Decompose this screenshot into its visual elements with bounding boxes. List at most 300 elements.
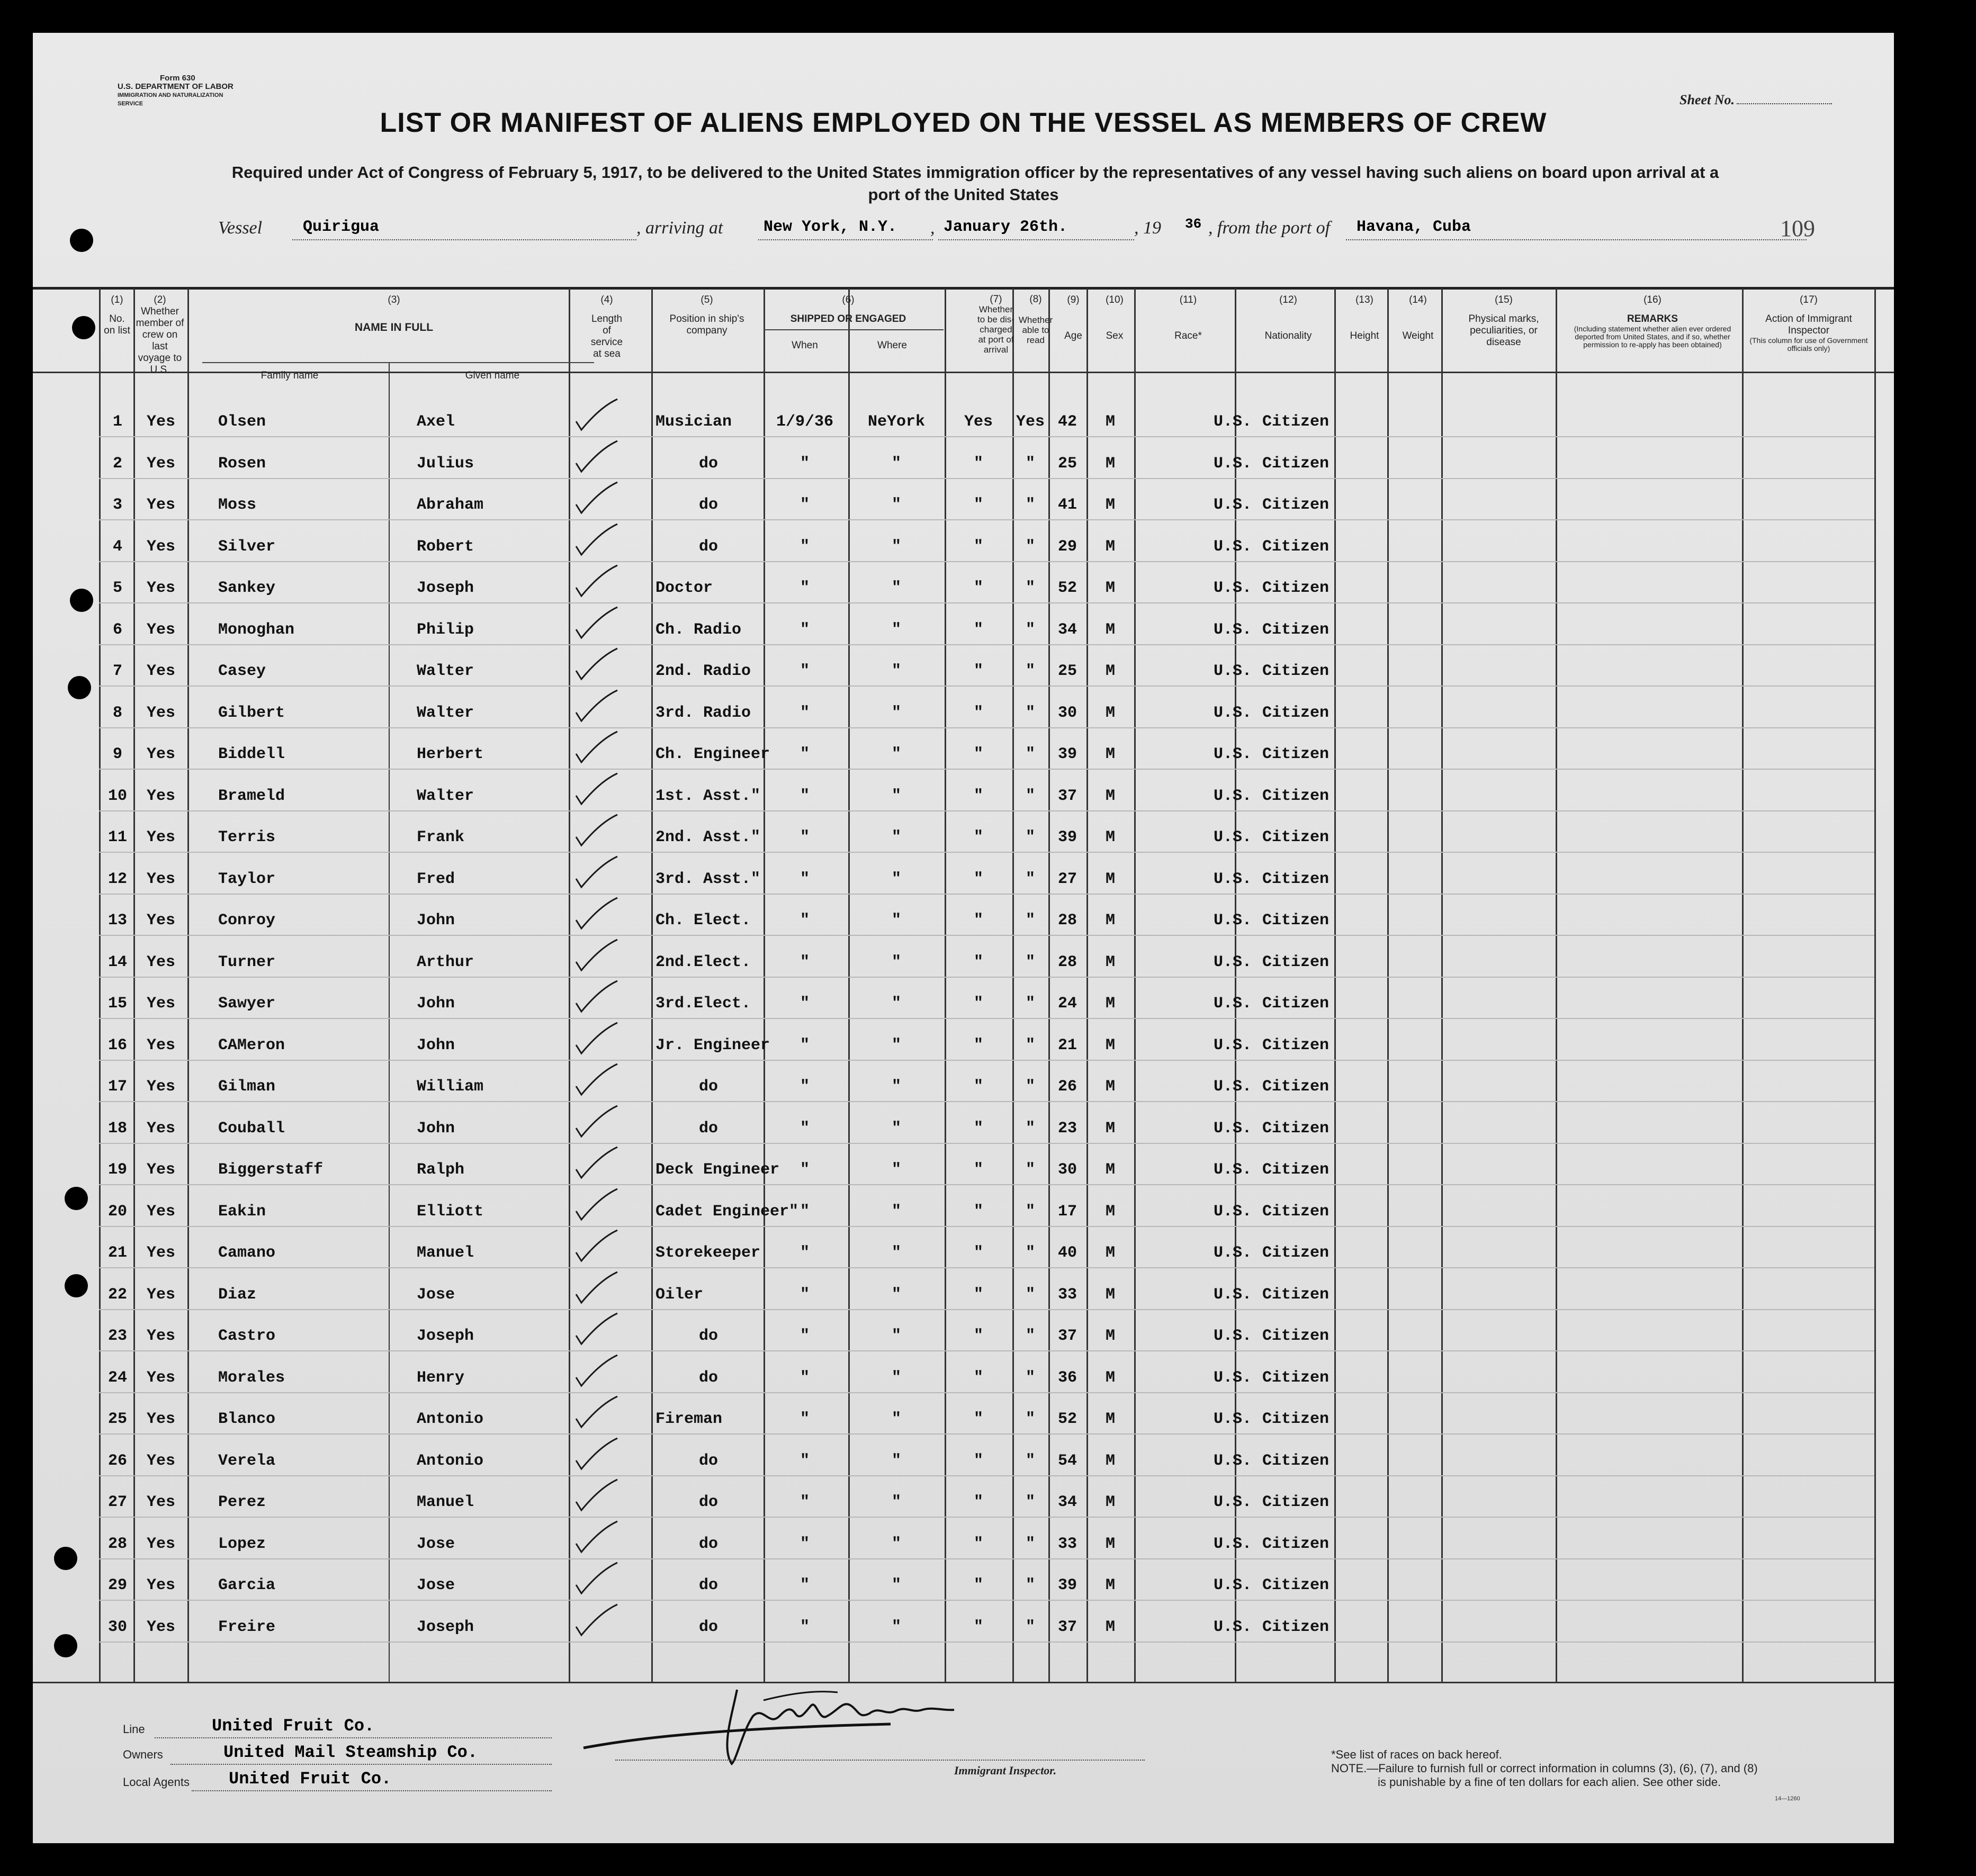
- cell-last: Yes: [146, 1161, 175, 1179]
- cell-when: 1/9/36: [776, 413, 834, 431]
- cell-nat_a: U.S.: [1213, 1120, 1252, 1138]
- cell-nat_a: U.S.: [1213, 1369, 1252, 1387]
- cell-no: 18: [107, 1120, 127, 1138]
- cell-nat_a: U.S.: [1213, 912, 1252, 930]
- row-rule: [99, 810, 1874, 811]
- cell-age: 25: [1057, 455, 1077, 473]
- year-suffix: 36: [1185, 216, 1202, 232]
- cell-where: ": [891, 995, 901, 1013]
- row-rule: [99, 1018, 1874, 1019]
- row-rule: [99, 977, 1874, 978]
- col4-header: (4) Length of service at sea: [590, 294, 623, 359]
- form-number: Form 630: [160, 74, 195, 83]
- cell-last: Yes: [146, 1369, 175, 1387]
- cell-sex: M: [1105, 496, 1115, 514]
- cell-last: Yes: [146, 995, 175, 1013]
- cell-disc: ": [973, 870, 983, 888]
- col6-header: (6) SHIPPED OR ENGAGED: [790, 294, 906, 324]
- row-rule: [99, 1433, 1874, 1435]
- cell-nat_a: U.S.: [1213, 1203, 1252, 1221]
- cell-nat_b: Citizen: [1262, 579, 1330, 597]
- check-mark-icon: [573, 1062, 621, 1099]
- print-code: 14—1260: [1775, 1796, 1800, 1802]
- cell-when: ": [800, 538, 810, 556]
- check-mark-icon: [573, 397, 621, 434]
- cell-position: do: [698, 1576, 718, 1594]
- cell-position: 3rd. Radio: [655, 704, 751, 722]
- cell-no: 17: [107, 1078, 127, 1096]
- cell-age: 37: [1057, 1327, 1077, 1345]
- cell-no: 30: [107, 1618, 127, 1636]
- name-split-rule: [389, 362, 390, 1682]
- cell-age: 36: [1057, 1369, 1077, 1387]
- check-mark-icon: [573, 1394, 621, 1431]
- cell-position: 2nd.Elect.: [655, 953, 751, 971]
- table-row: [33, 1036, 1894, 1058]
- punch-hole: [70, 229, 93, 252]
- cell-when: ": [800, 1369, 810, 1387]
- cell-given: Abraham: [417, 496, 484, 514]
- table-row: [33, 1120, 1894, 1141]
- table-row: [33, 413, 1894, 434]
- cell-where: ": [891, 455, 901, 473]
- cell-no: 6: [112, 621, 122, 639]
- race-note: *See list of races on back hereof.: [1331, 1748, 1502, 1761]
- cell-nat_a: U.S.: [1213, 870, 1252, 888]
- cell-last: Yes: [146, 455, 175, 473]
- page-title: LIST OR MANIFEST OF ALIENS EMPLOYED ON THE VESSEL AS MEMBERS OF CREW: [380, 107, 1547, 138]
- check-mark-icon: [573, 480, 621, 517]
- cell-when: ": [800, 828, 810, 846]
- family-name-header: Family name: [261, 370, 319, 381]
- cell-nat_a: U.S.: [1213, 1535, 1252, 1553]
- cell-last: Yes: [146, 662, 175, 680]
- cell-where: ": [891, 1078, 901, 1096]
- cell-given: Walter: [417, 787, 474, 805]
- cell-sex: M: [1105, 953, 1115, 971]
- col8-header: (8) Whether able to read: [1018, 294, 1053, 345]
- row-rule: [99, 769, 1874, 770]
- cell-nat_b: Citizen: [1262, 912, 1330, 930]
- row-rule: [99, 1267, 1874, 1268]
- cell-age: 34: [1057, 1493, 1077, 1511]
- cell-last: Yes: [146, 1618, 175, 1636]
- cell-disc: Yes: [964, 413, 993, 431]
- col11-header: (11) Race*: [1174, 294, 1202, 341]
- cell-last: Yes: [146, 1203, 175, 1221]
- arriving-label: , arriving at: [636, 218, 723, 238]
- penalty-note-2: is punishable by a fine of ten dollars for each alien. See other side.: [1378, 1775, 1721, 1789]
- cell-where: ": [891, 1618, 901, 1636]
- cell-disc: ": [973, 496, 983, 514]
- cell-nat_b: Citizen: [1262, 787, 1330, 805]
- cell-nat_b: Citizen: [1262, 538, 1330, 556]
- sheet-number: Sheet No.: [1679, 92, 1860, 108]
- cell-disc: ": [973, 1493, 983, 1511]
- cell-nat_a: U.S.: [1213, 704, 1252, 722]
- cell-sex: M: [1105, 1410, 1115, 1428]
- cell-where: ": [891, 953, 901, 971]
- cell-last: Yes: [146, 1410, 175, 1428]
- cell-read: ": [1025, 496, 1035, 514]
- cell-nat_b: Citizen: [1262, 455, 1330, 473]
- cell-given: Arthur: [417, 953, 474, 971]
- cell-where: ": [891, 1244, 901, 1262]
- table-row: [33, 538, 1894, 559]
- row-rule: [99, 436, 1874, 437]
- cell-sex: M: [1105, 538, 1115, 556]
- check-mark-icon: [573, 1519, 621, 1556]
- punch-hole: [68, 676, 91, 699]
- cell-position: 2nd. Radio: [655, 662, 751, 680]
- cell-disc: ": [973, 1452, 983, 1470]
- cell-given: John: [417, 912, 455, 930]
- cell-sex: M: [1105, 1327, 1115, 1345]
- cell-where: ": [891, 1576, 901, 1594]
- cell-position: do: [698, 455, 718, 473]
- cell-family: Brameld: [218, 787, 285, 805]
- cell-sex: M: [1105, 1078, 1115, 1096]
- cell-given: Walter: [417, 704, 474, 722]
- row-rule: [99, 1642, 1874, 1643]
- check-mark-icon: [573, 1477, 621, 1514]
- cell-when: ": [800, 1576, 810, 1594]
- check-mark-icon: [573, 563, 621, 600]
- col13-header: (13) Height: [1350, 294, 1379, 341]
- punch-hole: [70, 589, 93, 612]
- cell-when: ": [800, 1161, 810, 1179]
- cell-disc: ": [973, 1535, 983, 1553]
- cell-position: Oiler: [655, 1286, 704, 1304]
- cell-given: John: [417, 995, 455, 1013]
- cell-nat_b: Citizen: [1262, 1576, 1330, 1594]
- act-subtitle-2: port of the United States: [868, 185, 1059, 204]
- row-rule: [99, 644, 1874, 645]
- cell-nat_a: U.S.: [1213, 1410, 1252, 1428]
- table-row: [33, 1161, 1894, 1182]
- check-mark-icon: [573, 979, 621, 1016]
- cell-nat_a: U.S.: [1213, 1452, 1252, 1470]
- check-mark-icon: [573, 771, 621, 808]
- vessel-label: Vessel: [218, 218, 263, 238]
- row-rule: [99, 686, 1874, 687]
- cell-where: ": [891, 1036, 901, 1054]
- cell-position: do: [698, 1369, 718, 1387]
- row-rule: [99, 561, 1874, 562]
- cell-when: ": [800, 496, 810, 514]
- cell-given: John: [417, 1120, 455, 1138]
- cell-last: Yes: [146, 1286, 175, 1304]
- cell-age: 33: [1057, 1535, 1077, 1553]
- cell-age: 34: [1057, 621, 1077, 639]
- cell-age: 21: [1057, 1036, 1077, 1054]
- row-rule: [99, 478, 1874, 479]
- cell-family: Gilman: [218, 1078, 276, 1096]
- cell-position: 2nd. Asst.": [655, 828, 761, 846]
- cell-position: do: [698, 1493, 718, 1511]
- cell-nat_a: U.S.: [1213, 1327, 1252, 1345]
- cell-no: 19: [107, 1161, 127, 1179]
- cell-family: Silver: [218, 538, 276, 556]
- row-rule: [99, 894, 1874, 895]
- table-row: [33, 455, 1894, 476]
- cell-position: do: [698, 1535, 718, 1553]
- row-rule: [99, 1392, 1874, 1393]
- cell-disc: ": [973, 662, 983, 680]
- cell-when: ": [800, 704, 810, 722]
- cell-where: ": [891, 1369, 901, 1387]
- port-label: , from the port of: [1208, 218, 1331, 238]
- cell-age: 52: [1057, 1410, 1077, 1428]
- cell-age: 24: [1057, 995, 1077, 1013]
- col14-header: (14) Weight: [1402, 294, 1434, 341]
- cell-sex: M: [1105, 662, 1115, 680]
- cell-disc: ": [973, 621, 983, 639]
- cell-nat_b: Citizen: [1262, 745, 1330, 763]
- cell-read: ": [1025, 745, 1035, 763]
- form-header: [118, 74, 239, 108]
- cell-position: do: [698, 496, 718, 514]
- cell-family: Perez: [218, 1493, 266, 1511]
- table-top-rule: [33, 287, 1894, 290]
- cell-family: Biddell: [218, 745, 285, 763]
- cell-disc: ": [973, 1203, 983, 1221]
- vessel-name: Quirigua: [303, 218, 380, 236]
- row-rule: [99, 602, 1874, 603]
- cell-position: Doctor: [655, 579, 713, 597]
- cell-last: Yes: [146, 1078, 175, 1096]
- given-name-header: Given name: [465, 370, 520, 381]
- row-rule: [99, 1060, 1874, 1061]
- cell-sex: M: [1105, 1535, 1115, 1553]
- cell-given: Frank: [417, 828, 465, 846]
- cell-sex: M: [1105, 1452, 1115, 1470]
- check-mark-icon: [573, 1145, 621, 1182]
- cell-nat_a: U.S.: [1213, 1286, 1252, 1304]
- cell-family: Monoghan: [218, 621, 295, 639]
- cell-last: Yes: [146, 870, 175, 888]
- cell-read: ": [1025, 787, 1035, 805]
- cell-when: ": [800, 1410, 810, 1428]
- check-mark-icon: [573, 1436, 621, 1473]
- cell-age: 42: [1057, 413, 1077, 431]
- cell-age: 39: [1057, 828, 1077, 846]
- table-row: [33, 1618, 1894, 1639]
- cell-where: ": [891, 1410, 901, 1428]
- cell-family: Olsen: [218, 413, 266, 431]
- cell-no: 26: [107, 1452, 127, 1470]
- cell-where: ": [891, 912, 901, 930]
- cell-where: ": [891, 1203, 901, 1221]
- cell-no: 10: [107, 787, 127, 805]
- penalty-note: NOTE.—Failure to furnish full or correct information in columns (3), (6), (7), and (8): [1331, 1762, 1758, 1775]
- cell-family: Verela: [218, 1452, 276, 1470]
- cell-last: Yes: [146, 953, 175, 971]
- cell-disc: ": [973, 745, 983, 763]
- cell-sex: M: [1105, 1618, 1115, 1636]
- cell-sex: M: [1105, 1120, 1115, 1138]
- cell-read: ": [1025, 912, 1035, 930]
- row-rule: [99, 935, 1874, 936]
- cell-family: Castro: [218, 1327, 276, 1345]
- cell-nat_a: U.S.: [1213, 579, 1252, 597]
- cell-given: Julius: [417, 455, 474, 473]
- cell-when: ": [800, 912, 810, 930]
- cell-last: Yes: [146, 1576, 175, 1594]
- cell-sex: M: [1105, 1576, 1115, 1594]
- cell-disc: ": [973, 1036, 983, 1054]
- cell-no: 25: [107, 1410, 127, 1428]
- arrival-date: January 26th.: [944, 218, 1068, 236]
- cell-disc: ": [973, 912, 983, 930]
- cell-where: ": [891, 1327, 901, 1345]
- shipped-underline: [764, 329, 944, 330]
- cell-where: ": [891, 1535, 901, 1553]
- punch-hole: [65, 1274, 88, 1297]
- table-row: [33, 1493, 1894, 1514]
- cell-position: Musician: [655, 413, 732, 431]
- col15-header: (15) Physical marks, peculiarities, or disease: [1468, 294, 1539, 348]
- cell-when: ": [800, 745, 810, 763]
- cell-nat_b: Citizen: [1262, 1078, 1330, 1096]
- cell-nat_a: U.S.: [1213, 1161, 1252, 1179]
- owners-label: Owners: [123, 1748, 163, 1761]
- row-rule: [99, 1600, 1874, 1601]
- cell-given: Joseph: [417, 1618, 474, 1636]
- cell-age: 39: [1057, 745, 1077, 763]
- cell-nat_a: U.S.: [1213, 995, 1252, 1013]
- col2-header: (2) Whether member of crew on last voyage to U.S.: [136, 294, 184, 375]
- cell-read: ": [1025, 1576, 1035, 1594]
- cell-nat_a: U.S.: [1213, 538, 1252, 556]
- table-row: [33, 1078, 1894, 1099]
- cell-disc: ": [973, 1286, 983, 1304]
- cell-nat_b: Citizen: [1262, 1203, 1330, 1221]
- cell-nat_a: U.S.: [1213, 621, 1252, 639]
- cell-given: Jose: [417, 1576, 455, 1594]
- cell-sex: M: [1105, 745, 1115, 763]
- cell-age: 40: [1057, 1244, 1077, 1262]
- cell-read: ": [1025, 579, 1035, 597]
- cell-no: 7: [112, 662, 122, 680]
- cell-age: 29: [1057, 538, 1077, 556]
- punch-hole: [54, 1634, 77, 1657]
- cell-read: ": [1025, 1369, 1035, 1387]
- cell-disc: ": [973, 953, 983, 971]
- cell-when: ": [800, 1078, 810, 1096]
- cell-given: John: [417, 1036, 455, 1054]
- cell-position: Ch. Elect.: [655, 912, 751, 930]
- row-rule: [99, 1101, 1874, 1102]
- cell-nat_b: Citizen: [1262, 1244, 1330, 1262]
- inspector-label: Immigrant Inspector.: [954, 1764, 1057, 1777]
- punch-hole: [54, 1547, 77, 1570]
- department-name: U.S. DEPARTMENT OF LABOR: [118, 82, 233, 91]
- cell-nat_a: U.S.: [1213, 496, 1252, 514]
- row-rule: [99, 1143, 1874, 1144]
- cell-read: ": [1025, 621, 1035, 639]
- cell-nat_b: Citizen: [1262, 1535, 1330, 1553]
- check-mark-icon: [573, 1228, 621, 1265]
- table-row: [33, 1327, 1894, 1348]
- table-row: [33, 579, 1894, 600]
- cell-age: 27: [1057, 870, 1077, 888]
- owners-value: United Mail Steamship Co.: [223, 1743, 478, 1762]
- cell-read: ": [1025, 1036, 1035, 1054]
- cell-no: 14: [107, 953, 127, 971]
- cell-given: Philip: [417, 621, 474, 639]
- cell-no: 20: [107, 1203, 127, 1221]
- check-mark-icon: [573, 1602, 621, 1639]
- cell-disc: ": [973, 1618, 983, 1636]
- table-row: [33, 953, 1894, 975]
- cell-disc: ": [973, 579, 983, 597]
- cell-when: ": [800, 1618, 810, 1636]
- col1-header: (1) No. on list: [104, 294, 130, 336]
- cell-sex: M: [1105, 1161, 1115, 1179]
- footer-owners: [123, 1716, 599, 1822]
- cell-age: 54: [1057, 1452, 1077, 1470]
- cell-family: Taylor: [218, 870, 276, 888]
- cell-disc: ": [973, 1244, 983, 1262]
- cell-sex: M: [1105, 1203, 1115, 1221]
- cell-family: Freire: [218, 1618, 276, 1636]
- cell-read: ": [1025, 1120, 1035, 1138]
- cell-nat_b: Citizen: [1262, 1120, 1330, 1138]
- cell-family: Moss: [218, 496, 257, 514]
- cell-when: ": [800, 1286, 810, 1304]
- cell-family: Gilbert: [218, 704, 285, 722]
- cell-nat_a: U.S.: [1213, 828, 1252, 846]
- cell-read: ": [1025, 662, 1035, 680]
- cell-given: Ralph: [417, 1161, 465, 1179]
- cell-nat_b: Citizen: [1262, 953, 1330, 971]
- cell-when: ": [800, 1535, 810, 1553]
- cell-family: Garcia: [218, 1576, 276, 1594]
- cell-given: Manuel: [417, 1493, 474, 1511]
- cell-read: ": [1025, 1286, 1035, 1304]
- cell-no: 11: [107, 828, 127, 846]
- table-row: [33, 1576, 1894, 1598]
- cell-when: ": [800, 787, 810, 805]
- cell-nat_a: U.S.: [1213, 787, 1252, 805]
- cell-given: Jose: [417, 1286, 455, 1304]
- check-mark-icon: [573, 1561, 621, 1598]
- cell-sex: M: [1105, 1244, 1115, 1262]
- cell-no: 13: [107, 912, 127, 930]
- col9-header: (9) Age: [1064, 294, 1082, 341]
- cell-age: 28: [1057, 912, 1077, 930]
- cell-nat_a: U.S.: [1213, 1576, 1252, 1594]
- cell-read: Yes: [1016, 413, 1045, 431]
- cell-family: Sawyer: [218, 995, 276, 1013]
- cell-nat_a: U.S.: [1213, 1493, 1252, 1511]
- cell-given: Manuel: [417, 1244, 474, 1262]
- cell-read: ": [1025, 1244, 1035, 1262]
- table-row: [33, 787, 1894, 808]
- check-mark-icon: [573, 646, 621, 683]
- cell-no: 24: [107, 1369, 127, 1387]
- check-mark-icon: [573, 896, 621, 933]
- cell-no: 5: [112, 579, 122, 597]
- cell-position: do: [698, 1120, 718, 1138]
- table-row: [33, 745, 1894, 766]
- cell-disc: ": [973, 1161, 983, 1179]
- cell-no: 16: [107, 1036, 127, 1054]
- cell-read: ": [1025, 1161, 1035, 1179]
- cell-no: 29: [107, 1576, 127, 1594]
- cell-when: ": [800, 1036, 810, 1054]
